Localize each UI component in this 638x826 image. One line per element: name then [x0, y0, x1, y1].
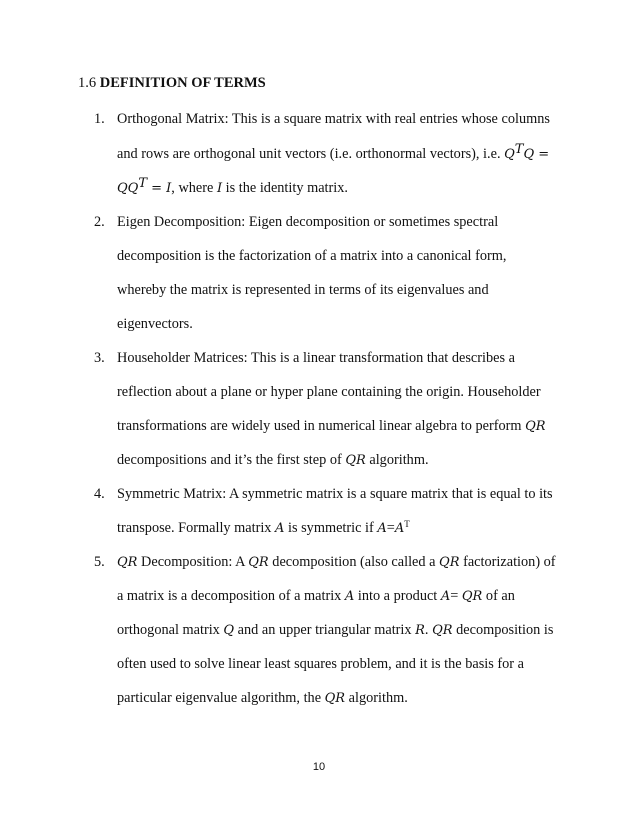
item-1-line-1: Orthogonal Matrix: This is a square matrix with real entries whose columns	[117, 111, 550, 127]
item-5-line-4: often used to solve linear least squares problem, and it is the basis for a	[117, 656, 524, 672]
section-title: DEFINITION OF TERMS	[99, 75, 266, 91]
item-1-line-3: $QQ^T = I$, where I is the identity matrix.	[117, 176, 348, 196]
item-2-line-4: eigenvectors.	[117, 316, 193, 332]
item-2-line-3: whereby the matrix is represented in terms of its eigenvalues and	[117, 282, 489, 298]
item-5-line-1: QR Decomposition: A QR decomposition (also called a QR factorization) of	[117, 554, 556, 570]
item-2-line-2: decomposition is the factorization of a matrix into a canonical form,	[117, 248, 507, 264]
item-5-line-3: orthogonal matrix Q and an upper triangular matrix R. QR decomposition is	[117, 622, 554, 638]
item-number-3: 3.	[94, 350, 105, 366]
page-number: 10	[312, 761, 326, 773]
item-3-line-2: reflection about a plane or hyper plane containing the origin. Householder	[117, 384, 541, 400]
item-5-line-2: a matrix is a decomposition of a matrix A into a product A= QR of an	[117, 588, 515, 604]
item-number-4: 4.	[94, 486, 105, 502]
item-number-2: 2.	[94, 214, 105, 230]
section-number: 1.6	[78, 75, 100, 91]
item-3-line-1: Householder Matrices: This is a linear transformation that describes a	[117, 350, 515, 366]
item-3-line-3: transformations are widely used in numerical linear algebra to perform QR	[117, 418, 546, 434]
item-2-line-1: Eigen Decomposition: Eigen decomposition or sometimes spectral	[117, 214, 499, 230]
item-number-1: 1.	[94, 111, 105, 127]
item-4-line-2: transpose. Formally matrix A is symmetric if $A=A^T$	[117, 519, 410, 536]
item-number-5: 5.	[94, 554, 105, 570]
item-5-line-5: particular eigenvalue algorithm, the QR algorithm.	[117, 690, 408, 706]
section-heading	[78, 73, 266, 93]
item-4-line-1: Symmetric Matrix: A symmetric matrix is a square matrix that is equal to its	[117, 486, 553, 502]
item-3-line-4: decompositions and it’s the first step of QR algorithm.	[117, 452, 429, 468]
item-1-line-2: and rows are orthogonal unit vectors (i.e. orthonormal vectors), i.e. $Q^TQ$ =	[117, 142, 550, 162]
